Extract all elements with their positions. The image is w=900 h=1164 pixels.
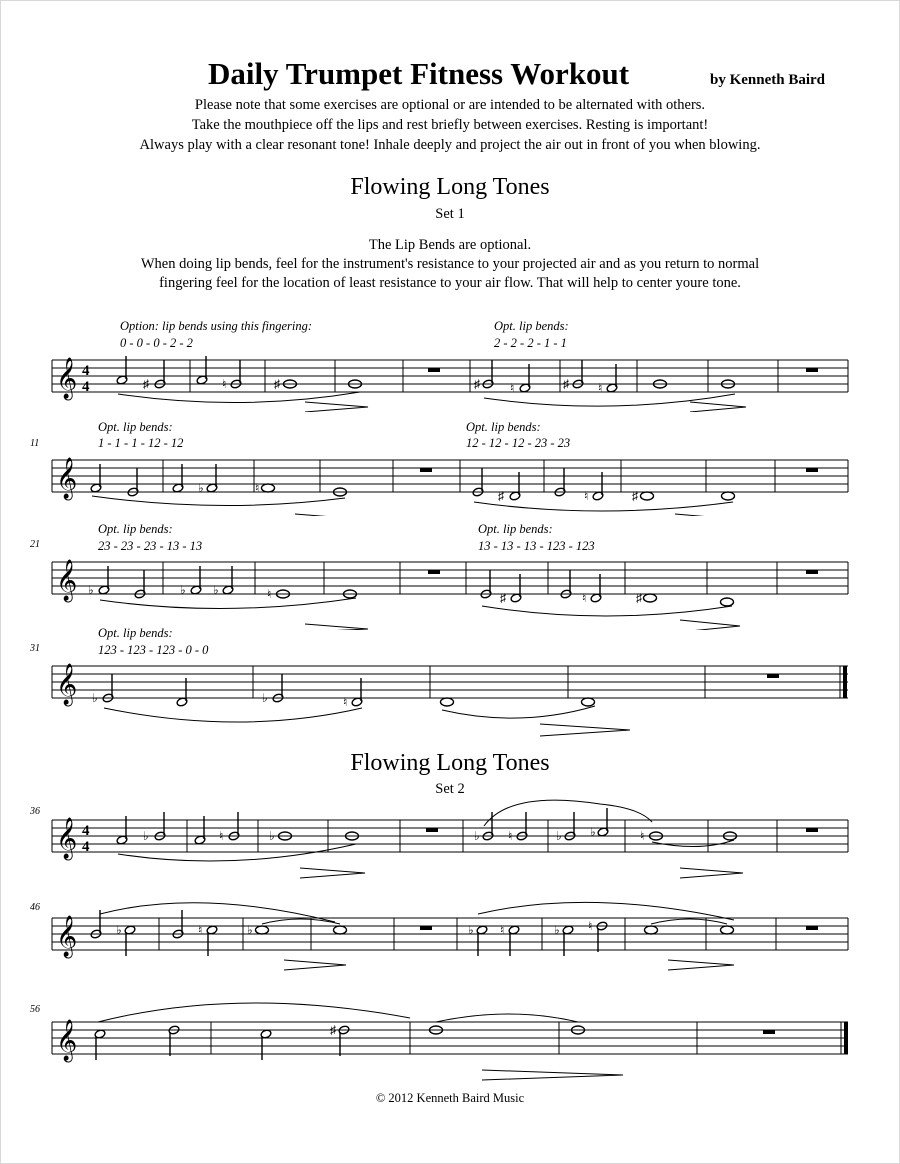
staff-lines [52, 460, 848, 492]
accidentals [92, 691, 347, 709]
svg-text:♮: ♮ [198, 923, 203, 937]
svg-text:♯: ♯ [563, 377, 569, 391]
svg-text:♭: ♭ [556, 829, 562, 843]
svg-text:♭: ♭ [116, 923, 122, 937]
author-byline: by Kenneth Baird [710, 72, 826, 88]
svg-text:♮: ♮ [222, 377, 227, 391]
fingering-text: 13 - 13 - 13 - 123 - 123 [478, 539, 595, 553]
svg-text:♭: ♭ [590, 825, 596, 839]
lip-bend-label: Opt. lip bends: [98, 626, 173, 640]
svg-text:♭: ♭ [468, 923, 474, 937]
treble-clef-icon: 𝄞 [56, 1020, 78, 1060]
staff-lines [52, 666, 848, 698]
measure-number: 46 [30, 902, 40, 913]
decrescendo-hairpins [284, 960, 734, 970]
svg-text:♮: ♮ [598, 381, 603, 395]
sharp-accidental: ♯ [330, 1023, 336, 1037]
slurs [104, 706, 595, 722]
music-system [0, 416, 900, 516]
intro-text [0, 95, 900, 155]
treble-clef-icon: 𝄞 [56, 818, 78, 858]
svg-text:♭: ♭ [213, 583, 219, 597]
measure-number: 11 [30, 438, 40, 449]
svg-text:♯: ♯ [474, 377, 480, 391]
lip-bend-notes [0, 236, 900, 293]
svg-text:♭: ♭ [247, 923, 253, 937]
svg-text:♮: ♮ [255, 481, 260, 495]
page-title: Daily Trumpet Fitness Workout [208, 56, 630, 91]
time-signature [82, 823, 90, 855]
lip-bend-label: Opt. lip bends: [494, 319, 569, 333]
treble-clef-icon: 𝄞 [56, 358, 78, 398]
music-system [0, 1000, 900, 1090]
slurs [118, 392, 735, 406]
time-signature-top: 4 [82, 823, 90, 839]
fingering-text: 0 - 0 - 0 - 2 - 2 [120, 336, 193, 350]
svg-text:♯: ♯ [274, 377, 280, 391]
fingering-text: 2 - 2 - 2 - 1 - 1 [494, 336, 567, 350]
treble-clef-icon: 𝄞 [56, 916, 78, 956]
svg-text:♭: ♭ [269, 829, 275, 843]
svg-text:♭: ♭ [88, 583, 94, 597]
music-system [0, 896, 900, 996]
svg-text:♭: ♭ [143, 829, 149, 843]
treble-clef-icon: 𝄞 [56, 664, 78, 704]
decrescendo-hairpins [300, 868, 743, 878]
svg-text:♮: ♮ [588, 919, 593, 933]
svg-text:♭: ♭ [554, 923, 560, 937]
measure-number: 36 [30, 806, 40, 817]
fingering-text: 12 - 12 - 12 - 23 - 23 [466, 436, 571, 450]
decrescendo-hairpins [295, 514, 734, 516]
section-heading: Flowing Long Tones [350, 750, 550, 776]
lip-bend-label: Opt. lip bends: [466, 420, 541, 434]
treble-clef-icon: 𝄞 [56, 560, 78, 600]
svg-text:♯: ♯ [498, 489, 504, 503]
section-heading: Flowing Long Tones [350, 174, 550, 200]
whole-rests [420, 468, 818, 472]
svg-text:♭: ♭ [180, 583, 186, 597]
time-signature [82, 363, 90, 395]
time-signature-bottom: 4 [82, 839, 90, 855]
svg-text:♭: ♭ [262, 691, 268, 705]
time-signature-top: 4 [82, 363, 90, 379]
svg-text:♯: ♯ [632, 489, 638, 503]
intro-line: Please note that some exercises are optional or are intended to be alternated with others. [194, 97, 706, 113]
svg-text:♮: ♮ [582, 591, 587, 605]
whole-rests [428, 368, 818, 372]
svg-text:♮: ♮ [267, 587, 272, 601]
staff-lines [52, 820, 848, 852]
svg-text:♮: ♮ [510, 381, 515, 395]
svg-text:♭: ♭ [92, 691, 98, 705]
notes [90, 910, 733, 956]
lip-bend-label: Opt. lip bends: [98, 522, 173, 536]
fingering-text: 123 - 123 - 123 - 0 - 0 [98, 643, 209, 657]
note-line: The Lip Bends are optional. [368, 237, 532, 253]
svg-text:♮: ♮ [219, 829, 224, 843]
lip-bend-label: Opt. lip bends: [478, 522, 553, 536]
staff-lines [52, 360, 848, 392]
lip-bend-label: Opt. lip bends: [98, 420, 173, 434]
decrescendo-hairpin [482, 1070, 623, 1080]
section-subheading: Set 1 [435, 206, 465, 222]
slurs [100, 902, 734, 924]
music-system [0, 312, 900, 412]
time-signature-bottom: 4 [82, 379, 90, 395]
intro-line: Take the mouthpiece off the lips and rest briefly between exercises. Resting is important! [191, 117, 709, 133]
fingering-text: 23 - 23 - 23 - 13 - 13 [98, 539, 203, 553]
measure-number: 21 [30, 539, 40, 550]
svg-text:♮: ♮ [584, 489, 589, 503]
music-system [0, 624, 900, 744]
decrescendo-hairpin [540, 724, 630, 736]
music-system [0, 792, 900, 892]
svg-text:♭: ♭ [198, 481, 204, 495]
treble-clef-icon: 𝄞 [56, 458, 78, 498]
whole-rest [767, 674, 779, 678]
measure-number: 56 [30, 1004, 40, 1015]
lip-bend-label: Option: lip bends using this fingering: [120, 319, 313, 333]
copyright-notice: © 2012 Kenneth Baird Music [375, 1091, 525, 1105]
slurs [98, 1003, 578, 1022]
fingering-text: 1 - 1 - 1 - 12 - 12 [98, 436, 184, 450]
final-barline [844, 1022, 848, 1054]
intro-line: Always play with a clear resonant tone! Inhale deeply and project the air out in front of you when blowing. [139, 137, 761, 153]
staff-lines [52, 562, 848, 594]
svg-text:♮: ♮ [508, 829, 513, 843]
svg-text:♮: ♮ [640, 829, 645, 843]
note-line: fingering feel for the location of least resistance to your air flow. That will help to center youre tone. [159, 275, 741, 291]
whole-rests [428, 570, 818, 574]
svg-text:♮: ♮ [343, 695, 348, 709]
whole-rest [763, 1030, 775, 1034]
note-line: When doing lip bends, feel for the instrument's resistance to your projected air and as you return to normal [140, 256, 760, 272]
music-system [0, 520, 900, 630]
svg-text:♯: ♯ [636, 591, 642, 605]
section-subheading: Set 2 [435, 781, 465, 797]
svg-text:♭: ♭ [474, 829, 480, 843]
svg-text:♯: ♯ [143, 377, 149, 391]
svg-text:♮: ♮ [500, 923, 505, 937]
final-barline [843, 666, 847, 698]
whole-rests [426, 828, 818, 832]
decrescendo-hairpins [305, 402, 746, 412]
svg-text:♯: ♯ [500, 591, 506, 605]
measure-number: 31 [30, 643, 40, 654]
notes [116, 356, 734, 393]
